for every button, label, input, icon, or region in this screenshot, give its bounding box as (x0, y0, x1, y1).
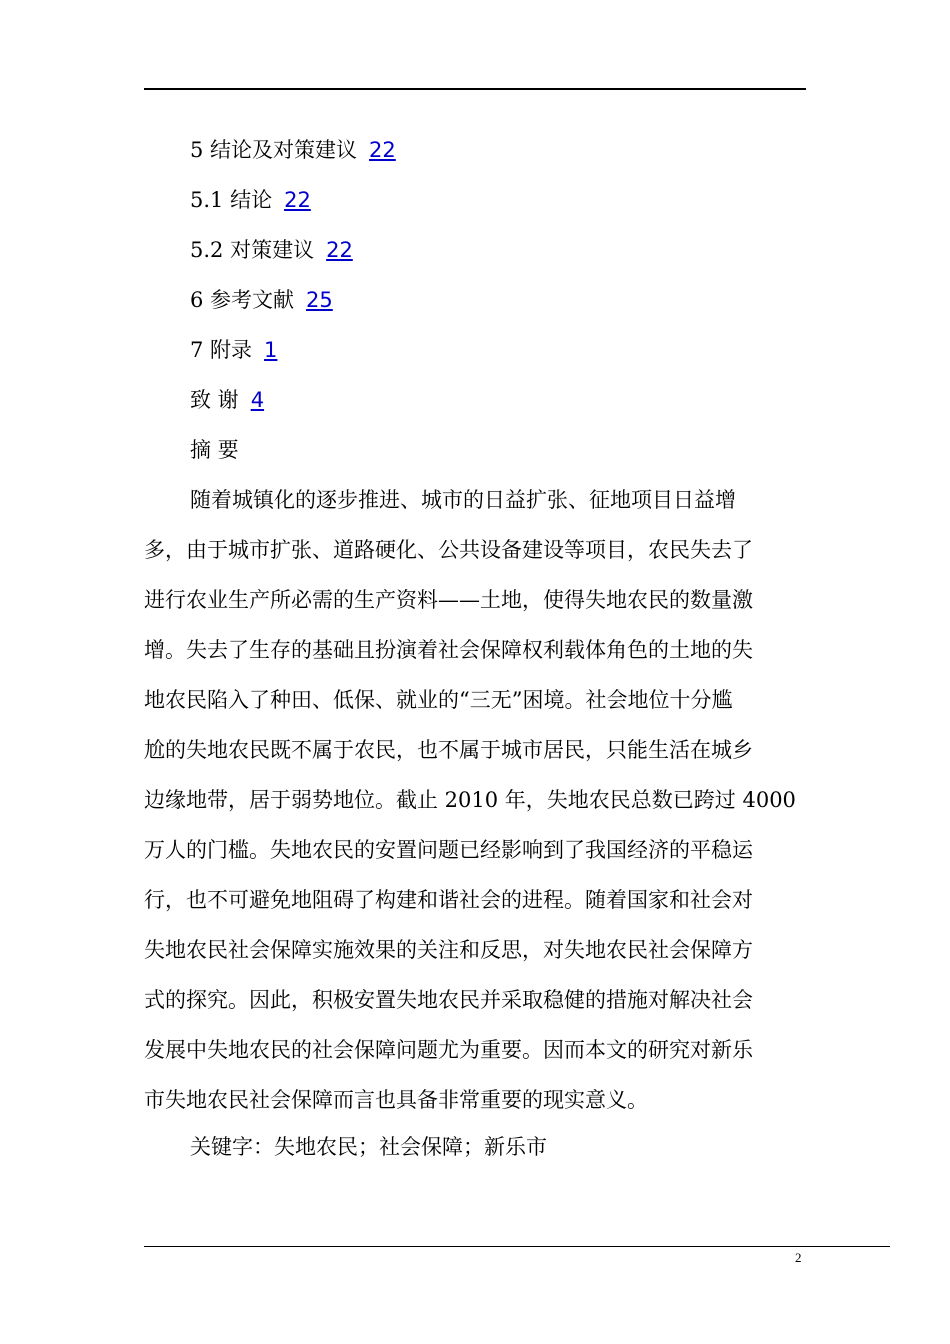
abstract-line: 增。失去了生存的基础且扮演着社会保障权利载体角色的土地的失 (144, 638, 753, 662)
toc-entry (190, 280, 396, 330)
toc-label: 5.2 对策建议 (190, 238, 315, 262)
toc-entry (190, 130, 396, 180)
abstract-line: 发展中失地农民的社会保障问题尤为重要。因而本文的研究对新乐 (144, 1038, 753, 1062)
toc-label: 6 参考文献 (190, 288, 295, 312)
abstract-body (144, 475, 808, 1125)
table-of-contents (190, 130, 396, 430)
abstract-line: 进行农业生产所必需的生产资料——土地，使得失地农民的数量激 (144, 588, 753, 612)
toc-page-link[interactable]: 22 (369, 138, 396, 162)
abstract-line: 地农民陷入了种田、低保、就业的“三无”困境。社会地位十分尴 (144, 688, 733, 712)
abstract-line: 行，也不可避免地阻碍了构建和谐社会的进程。随着国家和社会对 (144, 888, 753, 912)
abstract-line: 市失地农民社会保障而言也具备非常重要的现实意义。 (144, 1088, 648, 1112)
toc-page-link[interactable]: 1 (264, 338, 278, 362)
abstract-line: 边缘地带，居于弱势地位。截止 2010 年，失地农民总数已跨过 4000 (144, 788, 796, 812)
toc-entry (190, 180, 396, 230)
toc-page-link[interactable]: 25 (306, 288, 333, 312)
abstract-line: 尬的失地农民既不属于农民，也不属于城市居民，只能生活在城乡 (144, 738, 753, 762)
abstract-line: 随着城镇化的逐步推进、城市的日益扩张、征地项目日益增 (190, 488, 736, 512)
toc-entry (190, 380, 396, 430)
toc-label: 致 谢 (190, 388, 239, 412)
abstract-line: 万人的门槛。失地农民的安置问题已经影响到了我国经济的平稳运 (144, 838, 753, 862)
toc-page-link[interactable]: 4 (250, 388, 265, 412)
header-rule (144, 88, 806, 90)
keywords: 关键字：失地农民；社会保障；新乐市 (190, 1135, 547, 1159)
abstract-line: 式的探究。因此，积极安置失地农民并采取稳健的措施对解决社会 (144, 988, 753, 1012)
abstract-line: 失地农民社会保障实施效果的关注和反思，对失地农民社会保障方 (144, 938, 753, 962)
toc-label: 7 附录 (190, 338, 253, 362)
toc-label: 5.1 结论 (190, 188, 273, 212)
page-number: 2 (795, 1250, 802, 1265)
toc-entry (190, 330, 396, 380)
abstract-line: 多，由于城市扩张、道路硬化、公共设备建设等项目，农民失去了 (144, 538, 753, 562)
toc-entry (190, 230, 396, 280)
toc-page-link[interactable]: 22 (284, 188, 311, 212)
abstract-heading: 摘 要 (190, 438, 239, 462)
toc-label: 5 结论及对策建议 (190, 138, 358, 162)
toc-page-link[interactable]: 22 (326, 238, 353, 262)
footer-rule (144, 1246, 890, 1247)
